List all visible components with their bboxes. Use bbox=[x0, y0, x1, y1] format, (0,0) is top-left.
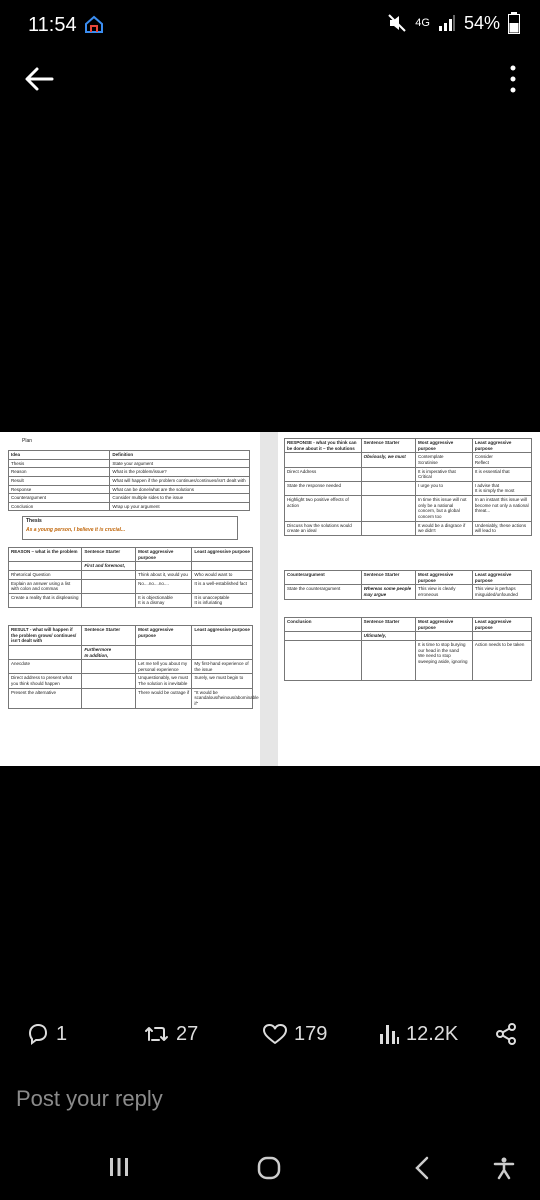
conclusion-cell: Action needs to be taken bbox=[472, 640, 531, 680]
table-row bbox=[285, 521, 532, 535]
plan-cell: What can be done/what are the solutions bbox=[110, 485, 250, 494]
reason-table bbox=[8, 547, 253, 608]
reason-cell: It is unacceptable It is infuriating bbox=[192, 593, 253, 607]
document-page-right bbox=[278, 432, 540, 766]
table-row bbox=[285, 585, 532, 599]
reason-cell: Who would want to bbox=[192, 570, 253, 579]
plan-cell: Counterargument bbox=[9, 494, 110, 503]
result-cell: Anecdote bbox=[9, 660, 82, 674]
reason-header: REASON – what is the problem bbox=[9, 548, 82, 562]
result-header: RESULT - what will happen if the problem grows/ continues/ isn't dealt with bbox=[9, 626, 82, 646]
table-row bbox=[9, 494, 250, 503]
result-cell: My first-hand experience of the issue bbox=[192, 660, 253, 674]
status-time: 11:54 bbox=[28, 14, 77, 36]
reason-cell: Explain an answer using a list with colon and commas bbox=[9, 579, 82, 593]
home-nav-icon[interactable] bbox=[256, 1156, 282, 1180]
conclusion-cell: It is time to stop burying our head in the sand We need to stop sweeping aside, ignoring bbox=[416, 640, 473, 680]
table-row bbox=[9, 579, 253, 593]
recent-apps-icon[interactable] bbox=[108, 1156, 130, 1178]
response-cell: Direct Address bbox=[285, 467, 362, 481]
result-cell: Direct address to present what you think should happen bbox=[9, 674, 82, 688]
plan-cell: What will happen if the problem continues/continues/isn't dealt with bbox=[110, 476, 250, 485]
counter-header: Sentence Starter bbox=[361, 571, 415, 585]
reason-cell: No....no....no.... bbox=[136, 579, 192, 593]
signal-icon bbox=[438, 14, 456, 32]
counter-cell: This view is perhaps misguided/unfounded bbox=[472, 585, 531, 599]
post-image[interactable] bbox=[0, 432, 540, 766]
response-cell: It would be a disgrace if we didn't bbox=[416, 521, 473, 535]
response-cell: It is essential that bbox=[472, 467, 531, 481]
system-nav-bar bbox=[0, 1140, 540, 1200]
counter-cell: Whereas some people may argue bbox=[361, 585, 415, 599]
response-header: Sentence Starter bbox=[361, 439, 415, 453]
plan-cell: Response bbox=[9, 485, 110, 494]
table-row bbox=[285, 496, 532, 522]
top-bar bbox=[0, 50, 540, 110]
counter-header: Least aggressive purpose bbox=[472, 571, 531, 585]
plan-cell: State your argument bbox=[110, 459, 250, 468]
result-header: Least aggressive purpose bbox=[192, 626, 253, 646]
table-row bbox=[285, 467, 532, 481]
table-row bbox=[9, 468, 250, 477]
plan-cell: Conclusion bbox=[9, 502, 110, 511]
response-starter: Obviously, we must bbox=[361, 453, 415, 467]
table-row bbox=[285, 640, 532, 680]
network-label: 4G bbox=[415, 17, 430, 29]
response-table bbox=[284, 438, 532, 536]
result-cell: There would be outrage if bbox=[136, 688, 192, 708]
response-header: RESPONSE - what you think can be done about it – the solutions bbox=[285, 439, 362, 453]
plan-cell: Reason bbox=[9, 468, 110, 477]
response-cell: It is imperative that Critical bbox=[416, 467, 473, 481]
result-cell: Let me tell you about my personal experience bbox=[136, 660, 192, 674]
repost-count: 27 bbox=[176, 1022, 199, 1045]
result-starter: Furthermore In addition, bbox=[82, 645, 136, 659]
reply-count: 1 bbox=[56, 1022, 68, 1045]
reason-cell: It is a well-established fact bbox=[192, 579, 253, 593]
table-row bbox=[9, 485, 250, 494]
plan-header-idea: Idea bbox=[9, 451, 110, 460]
result-cell: Surely, we must begin to bbox=[192, 674, 253, 688]
result-cell: Present the alternative bbox=[9, 688, 82, 708]
table-row bbox=[9, 660, 253, 674]
status-bar bbox=[0, 0, 540, 50]
response-header: Most aggressive purpose bbox=[416, 439, 473, 453]
plan-title: Plan bbox=[22, 438, 33, 444]
thesis-starter: As a young person, I believe it is crucial... bbox=[26, 527, 126, 534]
more-options-icon[interactable] bbox=[506, 62, 520, 96]
table-row bbox=[9, 570, 253, 579]
reason-header: Least aggressive purpose bbox=[192, 548, 253, 562]
views-button[interactable] bbox=[378, 1022, 458, 1046]
back-arrow-icon[interactable] bbox=[22, 62, 56, 96]
response-cell: Discuss how the solutions would create an ideal bbox=[285, 521, 362, 535]
reply-icon bbox=[26, 1022, 50, 1046]
like-count: 179 bbox=[294, 1022, 328, 1045]
response-cell: Consider Reflect bbox=[472, 453, 531, 467]
conclusion-starter: Ultimately, bbox=[361, 632, 415, 641]
counter-cell: This view is clearly erroneous bbox=[416, 585, 473, 599]
like-button[interactable] bbox=[262, 1022, 327, 1046]
status-icons bbox=[387, 12, 520, 34]
conclusion-header: Conclusion bbox=[285, 618, 362, 632]
counter-header: Most aggressive purpose bbox=[416, 571, 473, 585]
accessibility-icon[interactable] bbox=[492, 1156, 516, 1180]
reason-cell: Rhetorical Question bbox=[9, 570, 82, 579]
conclusion-table bbox=[284, 617, 532, 681]
table-row bbox=[9, 459, 250, 468]
counterargument-table bbox=[284, 570, 532, 600]
battery-icon bbox=[508, 12, 520, 34]
repost-icon bbox=[144, 1022, 170, 1046]
response-cell: In time this issue will not only be a national concern, but a global concern too bbox=[416, 496, 473, 522]
reason-header: Sentence Starter bbox=[82, 548, 136, 562]
response-cell: In an instant this issue will become not only a national threat... bbox=[472, 496, 531, 522]
response-cell: I advise that It is simply the most bbox=[472, 481, 531, 495]
table-row bbox=[285, 453, 532, 467]
table-row bbox=[9, 476, 250, 485]
table-row bbox=[285, 481, 532, 495]
result-header: Sentence Starter bbox=[82, 626, 136, 646]
result-cell: Unquestionably, we must The solution is inevitable bbox=[136, 674, 192, 688]
plan-cell: Thesis bbox=[9, 459, 110, 468]
reply-input[interactable]: Post your reply bbox=[16, 1086, 163, 1111]
back-nav-icon[interactable] bbox=[412, 1156, 432, 1180]
conclusion-header: Least aggressive purpose bbox=[472, 618, 531, 632]
thesis-box bbox=[22, 516, 238, 540]
result-header: Most aggressive purpose bbox=[136, 626, 192, 646]
counter-cell: State the counterargument bbox=[285, 585, 362, 599]
response-cell: I urge you to bbox=[416, 481, 473, 495]
table-row bbox=[9, 688, 253, 708]
conclusion-header: Sentence Starter bbox=[361, 618, 415, 632]
plan-cell: What is the problem/issue? bbox=[110, 468, 250, 477]
table-row bbox=[9, 593, 253, 607]
plan-cell: Wrap up your argument bbox=[110, 502, 250, 511]
plan-cell: Result bbox=[9, 476, 110, 485]
thesis-title: Thesis bbox=[26, 518, 42, 524]
result-table bbox=[8, 625, 259, 709]
reason-cell: Create a reality that is displeasing bbox=[9, 593, 82, 607]
home-icon bbox=[84, 14, 104, 34]
views-chart-icon bbox=[378, 1022, 400, 1046]
document-page-left bbox=[0, 432, 260, 766]
table-row bbox=[9, 502, 250, 511]
conclusion-header: Most aggressive purpose bbox=[416, 618, 473, 632]
views-count: 12.2K bbox=[406, 1022, 459, 1045]
result-cell: "It would be scandalous/heinous/abominable if" bbox=[192, 688, 253, 708]
response-cell: Highlight two positive effects of action bbox=[285, 496, 362, 522]
battery-label: 54% bbox=[463, 12, 500, 33]
reply-button[interactable] bbox=[26, 1022, 67, 1046]
reason-starter: First and foremost, bbox=[82, 562, 136, 571]
response-header: Least aggressive purpose bbox=[472, 439, 531, 453]
response-cell: Undeniably, these actions will lead to bbox=[472, 521, 531, 535]
reason-header: Most aggressive purpose bbox=[136, 548, 192, 562]
page-gap bbox=[260, 432, 278, 766]
post-actions bbox=[0, 1010, 540, 1060]
plan-header-definition: Definition bbox=[110, 451, 250, 460]
repost-button[interactable] bbox=[144, 1022, 198, 1046]
response-cell: State the response needed bbox=[285, 481, 362, 495]
response-cell: Contemplate Scrutinise bbox=[416, 453, 473, 467]
share-icon[interactable] bbox=[494, 1022, 518, 1046]
heart-icon bbox=[262, 1022, 288, 1046]
table-row bbox=[9, 674, 253, 688]
plan-table bbox=[8, 450, 250, 511]
counter-header: Counterargument bbox=[285, 571, 362, 585]
plan-cell: Consider multiple sides to the issue bbox=[110, 494, 250, 503]
reason-cell: Think about it, would you bbox=[136, 570, 192, 579]
mute-icon bbox=[387, 13, 407, 33]
reason-cell: It is objectionable It is a dismay bbox=[136, 593, 192, 607]
